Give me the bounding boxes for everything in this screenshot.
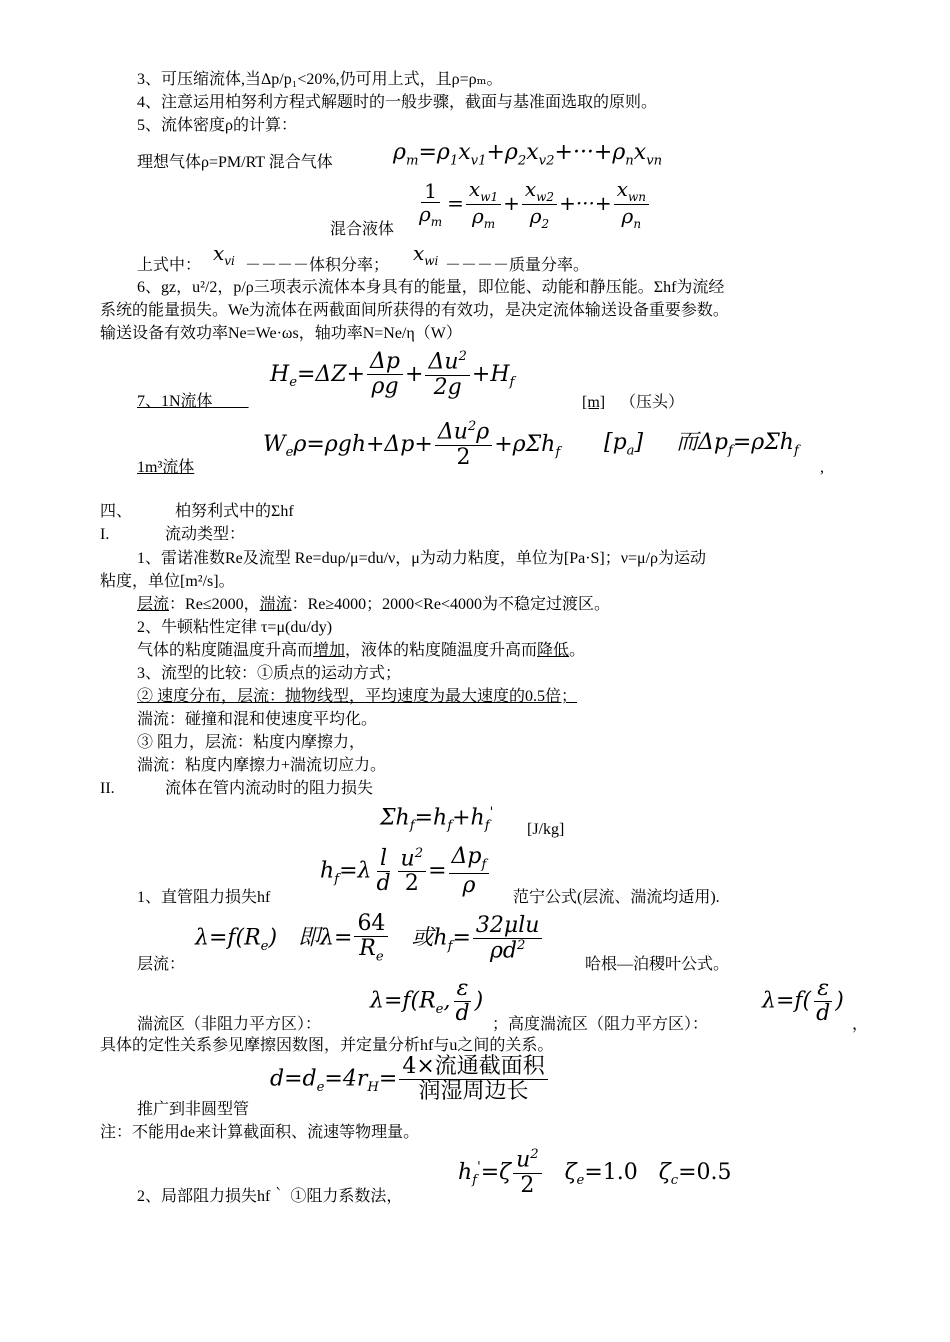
- text-line: ；高度湍流区（阻力平方区）：: [492, 1016, 709, 1033]
- text-line: 6、gz，u²/2，p/ρ三项表示流体本身具有的能量，即位能、动能和静压能。Σhf为流经: [137, 279, 725, 296]
- text-line: 3、可压缩流体,当Δp/p₁<20%,仍可用上式，且ρ=ρₘ。: [137, 71, 503, 88]
- text-line: 1m³流体: [137, 459, 195, 476]
- subsection-heading: I.: [100, 526, 110, 543]
- text-line: 气体的粘度随温度升高而增加，液体的粘度随温度升高而降低。: [137, 642, 586, 659]
- formula-rough: λ=f( $\frac{\varepsilon}{d}$ ): [762, 976, 844, 1027]
- text-line: 湍流：碰撞和混和使速度平均化。: [137, 711, 378, 728]
- unit-m: [m]: [582, 394, 606, 411]
- formula-laminar: $\lambda=f(R_e)$ 即λ= $\frac{64}{R_e}$ 或$h_f=$ $\frac{\text{32μlu}}{\rho d^2}$: [195, 912, 544, 965]
- text-line: 粘度，单位[m²/s]。: [100, 573, 235, 590]
- formula-rho-mixture-liquid: $\frac{1}{\rho_m}$ = $\frac{x_{w1}}{\rho_m}$ + $\frac{x_{w2}}{\rho_2}$ +···+ $\frac{x_{wn}}{\rho_n}$: [414, 178, 651, 231]
- text-line: 具体的定性关系参见摩擦因数图，并定量分析hf与u之间的关系。: [100, 1037, 554, 1054]
- formula-work: $W_e\rho=\rho gh+\Delta p+$ $\frac{\Delta u^2\rho}{2}$ +ρΣh$_f$: [263, 419, 561, 470]
- formula-total-loss: $\Sigma h_f=h_f+h_f'$: [380, 805, 494, 834]
- text-line: 湍流区（非阻力平方区）：: [137, 1016, 322, 1033]
- text-line: 哈根—泊稷叶公式。: [585, 956, 730, 973]
- formula-unit-pa: $[p_a]$: [604, 430, 644, 459]
- text-line: 推广到非圆型管: [137, 1101, 250, 1118]
- text-line: 输送设备有效功率Ne=We·ωs，轴功率N=Ne/η（W）: [100, 325, 462, 342]
- text-line: 4、注意运用柏努利方程式解题时的一般步骤，截面与基准面选取的原则。: [137, 94, 658, 111]
- text-line: 理想气体ρ=PM/RT 混合气体: [137, 154, 333, 171]
- text-line: 系统的能量损失。We为流体在两截面间所获得的有效功，是决定流体输送设备重要参数。: [100, 302, 729, 319]
- text-line: ，: [852, 1016, 869, 1033]
- section-heading: 四、: [100, 503, 133, 520]
- subsection-heading: 流动类型：: [165, 526, 246, 543]
- subsection-heading: II.: [100, 780, 115, 797]
- formula-dpf: 而$\Delta p_f=\rho\Sigma h_f$: [676, 430, 799, 459]
- text-line: －－－－体积分率；: [245, 257, 390, 274]
- formula-fanning: $h_f=\lambda$ $\frac{l}{d}$ $\frac{u^2}{2}$ = $\frac{\Delta p_f}{\rho}$: [320, 845, 491, 898]
- text-line: 1、直管阻力损失hf: [137, 889, 271, 906]
- text-line: 3、流型的比较：①质点的运动方式；: [137, 665, 402, 682]
- text-line: 1、雷诺准数Re及流型 Re=duρ/μ=du/ν，μ为动力粘度，单位为[Pa·S]；ν=μ/ρ为运动: [137, 550, 707, 567]
- text-line: 5、流体密度ρ的计算：: [137, 117, 297, 134]
- text-line: ② 速度分布，层流：抛物线型，平均速度为最大速度的0.5倍；: [137, 688, 578, 705]
- text-line: 层流：Re≤2000，湍流：Re≥4000；2000<Re<4000为不稳定过渡区。: [137, 596, 610, 613]
- formula-local-loss: $h_f'=\zeta$ $\frac{u^2}{2}$ $\zeta_e=1.0$ $\zeta_c=0.5$: [458, 1147, 732, 1198]
- text-line: －－－－质量分率。: [445, 257, 590, 274]
- one-n-fluid-label: 7、1N流体: [137, 393, 213, 410]
- text-line: （压头）: [620, 394, 685, 411]
- text-line: 注：不能用de来计算截面积、流速等物理量。: [100, 1124, 420, 1141]
- section-heading: 柏努利式中的Σhf: [175, 503, 294, 520]
- text-line: ,: [820, 459, 824, 476]
- subsection-heading: 流体在管内流动时的阻力损失: [165, 780, 374, 797]
- unit-jkg: [J/kg]: [527, 821, 565, 838]
- text-line: 湍流：粘度内摩擦力+湍流切应力。: [137, 757, 387, 774]
- text-line: 范宁公式(层流、湍流均适用).: [513, 889, 720, 906]
- formula-xvi: $x_{vi}$: [213, 241, 235, 268]
- formula-turbulent: $\lambda=f(R_e$, $\frac{\varepsilon}{d}$ ): [370, 976, 484, 1027]
- text-line: 2、牛顿粘性定律 τ=μ(du/dy): [137, 619, 333, 636]
- text-line: 上式中：: [137, 257, 202, 274]
- text-line: 层流：: [137, 956, 186, 973]
- formula-head: $H_e=\Delta Z+$ $\frac{\Delta p}{\rho g}$ + $\frac{\Delta u^2}{2g}$ $+H_f$: [270, 349, 515, 400]
- text-line: 2、局部阻力损失hf｀ ①阻力系数法，: [137, 1188, 403, 1205]
- text-line: [137, 392, 249, 411]
- formula-rho-mixture-gas: $\rho_m=\rho_1x_{v1}+\rho_2x_{v2}+\cdot\cdot\cdot+\rho_nx_{vn}$: [393, 140, 663, 169]
- text-line: 混合液体: [330, 221, 395, 238]
- formula-xwi: $x_{wi}$: [413, 241, 439, 268]
- text-line: ③ 阻力，层流：粘度内摩擦力，: [137, 734, 366, 751]
- formula-equivalent-diameter: $d=d_e=4r_H=$ $\frac{\text{4×流通截面积}}{\text{润湿周边长}}$: [270, 1055, 550, 1104]
